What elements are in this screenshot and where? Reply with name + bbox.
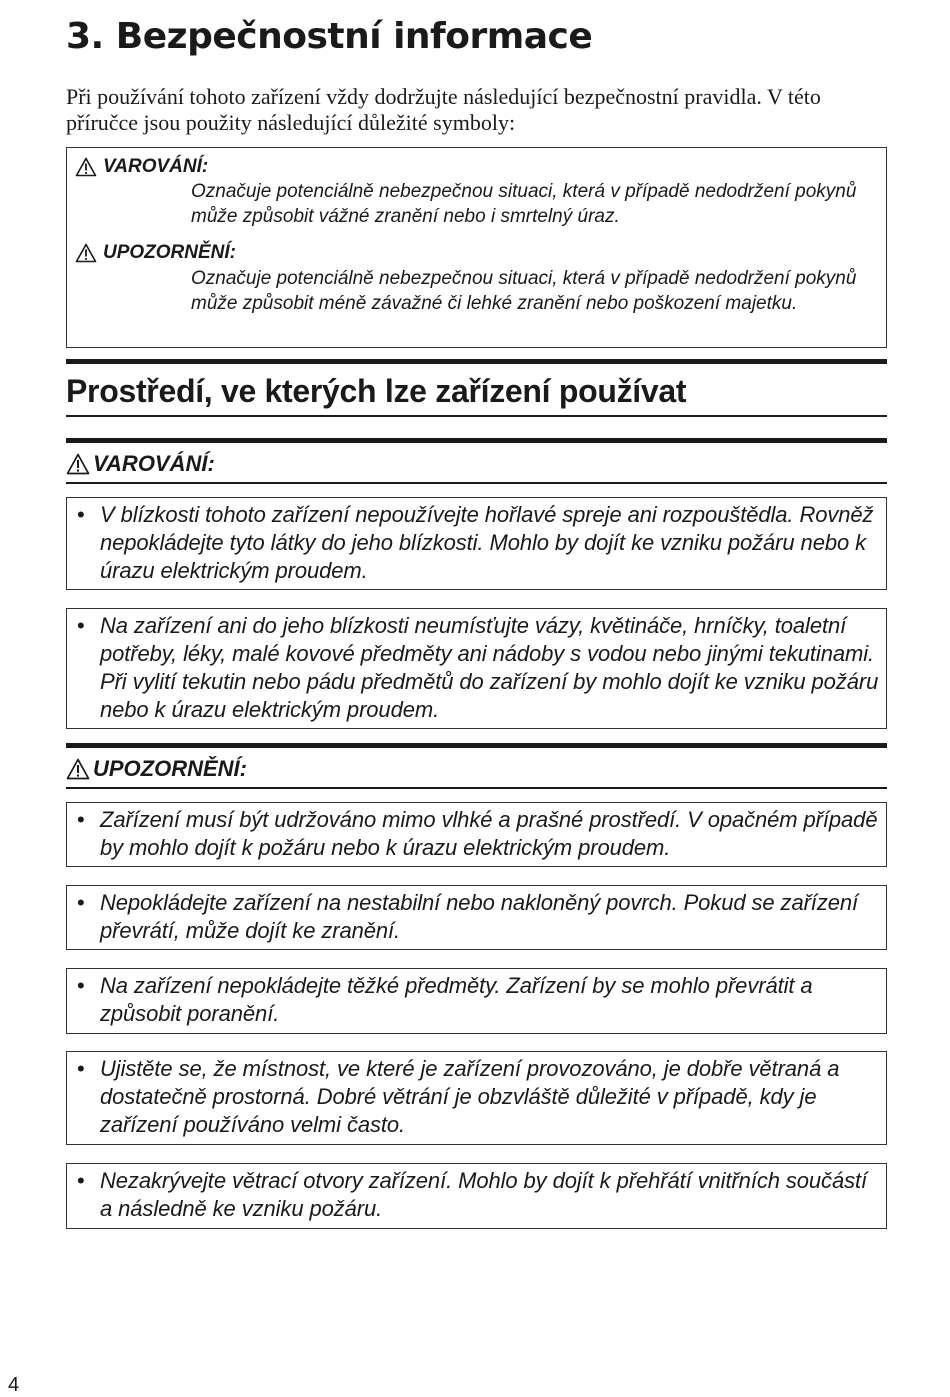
bullet: • bbox=[77, 502, 85, 527]
warning-heading bbox=[66, 451, 215, 477]
symbol-caution-heading bbox=[75, 242, 236, 264]
warning-triangle-icon bbox=[75, 157, 97, 177]
caution-item bbox=[66, 802, 887, 867]
bullet: • bbox=[77, 890, 85, 915]
caution-item bbox=[66, 885, 887, 950]
warning-top-rule bbox=[66, 438, 887, 443]
caution-item-text: Nezakrývejte větrací otvory zařízení. Mohlo by dojít k přehřátí vnitřních součástí a následně ke vzniku požáru. bbox=[100, 1168, 868, 1221]
bullet: • bbox=[77, 973, 85, 998]
caution-item-text: Nepokládejte zařízení na nestabilní nebo nakloněný povrch. Pokud se zařízení převrátí, může dojít ke zranění. bbox=[100, 890, 858, 943]
warning-triangle-icon bbox=[66, 758, 90, 780]
caution-item bbox=[66, 968, 887, 1034]
warning-item-text: V blízkosti tohoto zařízení nepoužívejte hořlavé spreje ani rozpouštědla. Rovněž nepokládejte tyto látky do jeho blízkosti. Mohlo by dojít ke vzniku požáru nebo k úrazu elektrickým proudem. bbox=[100, 502, 874, 583]
symbol-warning-label: VAROVÁNÍ: bbox=[103, 156, 209, 177]
page-title: 3. Bezpečnostní informace bbox=[66, 16, 593, 57]
caution-top-rule bbox=[66, 743, 887, 748]
intro-paragraph: Při používání tohoto zařízení vždy dodržujte následující bezpečnostní pravidla. V této příručce jsou použity následující důležité symboly: bbox=[66, 84, 821, 135]
symbols-legend-box bbox=[66, 147, 887, 348]
warning-item bbox=[66, 608, 887, 729]
symbol-caution-label: UPOZORNĚNÍ: bbox=[103, 242, 236, 263]
caution-bottom-rule bbox=[66, 787, 887, 789]
caution-item bbox=[66, 1051, 887, 1145]
caution-item-text: Zařízení musí být udržováno mimo vlhké a prašné prostředí. V opačném případě by mohlo dojít k požáru nebo k úrazu elektrickým proudem. bbox=[100, 807, 878, 860]
caution-heading bbox=[66, 756, 247, 782]
warning-label: VAROVÁNÍ: bbox=[93, 451, 215, 476]
warning-triangle-icon bbox=[66, 453, 90, 475]
caution-item-text: Ujistěte se, že místnost, ve které je zařízení provozováno, je dobře větraná a dostatečně prostorná. Dobré větrání je obzvláště důležité v případě, kdy je zařízení používáno velmi často. bbox=[100, 1056, 840, 1137]
symbol-warning-description: Označuje potenciálně nebezpečnou situaci, která v případě nedodržení pokynů může způsobit vážné zranění nebo i smrtelný úraz. bbox=[191, 181, 857, 227]
warning-item bbox=[66, 497, 887, 590]
symbol-caution-description: Označuje potenciálně nebezpečnou situaci, která v případě nedodržení pokynů může způsobit méně závažné či lehké zranění nebo poškození majetku. bbox=[191, 268, 857, 314]
bullet: • bbox=[77, 613, 85, 638]
bullet: • bbox=[77, 1168, 85, 1193]
page-number: 4 bbox=[8, 1374, 20, 1396]
warning-triangle-icon bbox=[75, 243, 97, 263]
warning-item-text: Na zařízení ani do jeho blízkosti neumísťujte vázy, květináče, hrníčky, toaletní potřeby, léky, malé kovové předměty ani nádoby s vodou nebo jinými tekutinami. Při vylití tekutin nebo pádu předmětů do zařízení by mohlo dojít ke vzniku požáru nebo k úrazu elektrickým proudem. bbox=[100, 613, 879, 722]
symbol-warning-heading bbox=[75, 156, 208, 178]
bullet: • bbox=[77, 807, 85, 832]
caution-item-text: Na zařízení nepokládejte těžké předměty. Zařízení by se mohlo převrátit a způsobit poranění. bbox=[100, 973, 813, 1026]
section-bottom-rule bbox=[66, 415, 887, 417]
bullet: • bbox=[77, 1056, 85, 1081]
caution-label: UPOZORNĚNÍ: bbox=[93, 756, 247, 781]
warning-bottom-rule bbox=[66, 482, 887, 484]
caution-item bbox=[66, 1163, 887, 1229]
section-title: Prostředí, ve kterých lze zařízení používat bbox=[66, 373, 687, 409]
section-top-rule bbox=[66, 359, 887, 364]
